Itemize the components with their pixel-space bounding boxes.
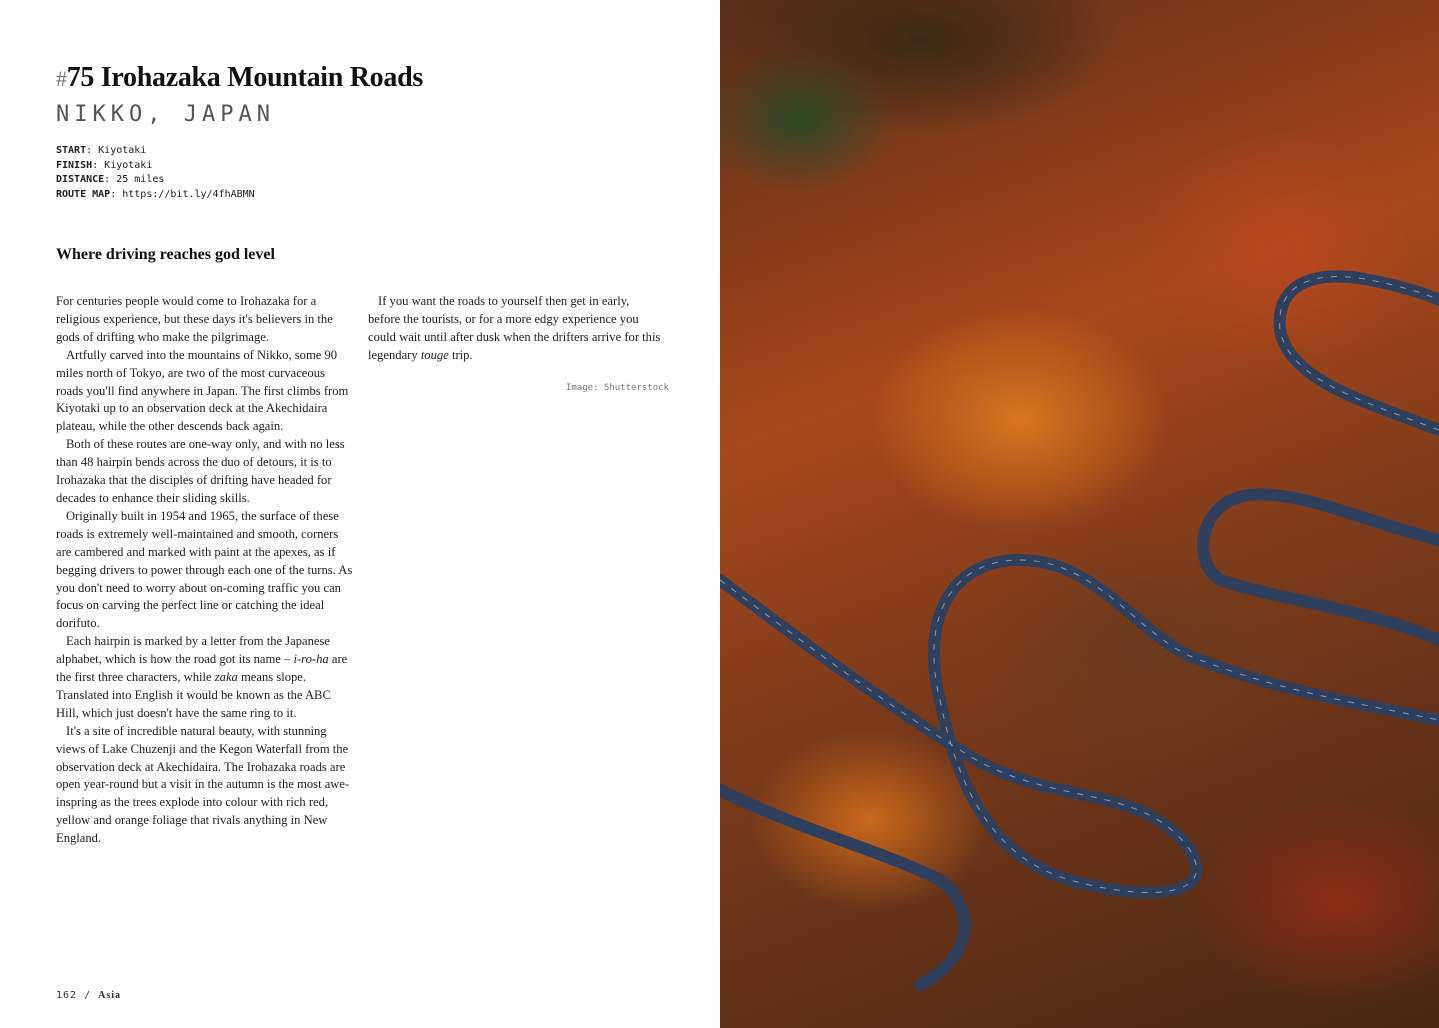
roads <box>720 277 1439 985</box>
meta-value: Kiyotaki <box>104 159 153 171</box>
italic-text: zaka <box>214 670 238 685</box>
meta-finish: FINISH: Kiyotaki <box>56 159 153 171</box>
italic-text: touge <box>420 347 449 362</box>
page-title <box>56 62 423 94</box>
road-middle <box>1203 494 1439 640</box>
meta-label: DISTANCE <box>56 174 105 185</box>
meta-label: START <box>56 145 87 156</box>
route-map-link[interactable]: https://bit.ly/4fhABMN <box>122 188 255 200</box>
page-number: 162 <box>56 990 78 1001</box>
body-column-2 <box>368 293 664 365</box>
paragraph: It's a site of incredible natural beauty, with stunning views of Lake Chuzenji and the Kegon Waterfall from the observation deck at Akechidaira. The Irohazaka roads are open year-round but a visit in the autumn is the most awe-inspring as the trees explode into colour with rich red, yellow and orange foliage that rivals anything in New England. <box>56 723 350 846</box>
separator: / <box>84 990 92 1001</box>
paragraph <box>368 293 664 365</box>
meta-distance: DISTANCE: 25 miles <box>56 174 165 185</box>
paragraph: Originally built in 1954 and 1965, the surface of these roads is extremely well-maintained and smooth, corners are cambered and marked with paint at the apexes, as if begging drivers to power through each one of the turns. As you don't need to worry about on-coming traffic you can focus on carving the perfect line or catching the ideal dorifuto. <box>56 508 353 631</box>
paragraph: Artfully carved into the mountains of Nikko, some 90 miles north of Tokyo, are two of the most curvaceous roads you'll find anywhere in Japan. The first climbs from Kiyotaki up to an observation deck at the Akechidaira plateau, while the other descends back again. <box>56 347 349 434</box>
meta-value: Kiyotaki <box>98 145 147 156</box>
meta-route-map: ROUTE MAP: https://bit.ly/4fhABMN <box>56 188 255 200</box>
title-hash: # <box>56 66 67 91</box>
text: Each hairpin is marked by a letter from the Japanese alphabet, which is how the road got its name – <box>56 634 331 667</box>
aerial-photo-winding-roads <box>720 0 1439 1028</box>
italic-text: i-ro-ha <box>293 652 329 667</box>
subtitle: Where driving reaches god level <box>56 246 275 263</box>
title-name: Irohazaka Mountain Roads <box>100 62 423 93</box>
location: NIKKO, JAPAN <box>56 102 275 127</box>
meta-label: FINISH <box>56 159 93 171</box>
road-illustration <box>720 0 1439 1028</box>
meta-value: 25 miles <box>116 174 165 185</box>
paragraph <box>56 633 354 723</box>
text: trip. <box>448 347 473 362</box>
road-bottom <box>720 790 965 985</box>
body-column-1 <box>56 293 354 848</box>
meta-start: START: Kiyotaki <box>56 145 147 156</box>
text: If you want the roads to yourself then get in early, before the tourists, or for a more edgy experience you could wait until after dusk when the drifters arrive for this legendary <box>368 294 661 362</box>
title-number: 75 <box>66 62 95 93</box>
text: are the first three characters, while <box>56 652 348 685</box>
page-footer <box>56 990 121 1001</box>
section-name: Asia <box>98 990 122 1001</box>
meta-label: ROUTE MAP <box>56 188 111 200</box>
paragraph: For centuries people would come to Irohazaka for a religious experience, but these days it's believers in the gods of drifting who make the pilgrimage. <box>56 294 333 344</box>
text: means slope. Translated into English it would be known as the ABC Hill, which just doesn't have the same ring to it. <box>56 670 331 720</box>
road-upper <box>1280 277 1439 430</box>
route-meta <box>56 144 255 202</box>
image-credit: Image: Shutterstock <box>566 383 669 393</box>
paragraph: Both of these routes are one-way only, and with no less than 48 hairpin bends across the duo of detours, it is to Irohazaka that the disciples of drifting have headed for decades to enhance their sliding skills. <box>56 437 345 505</box>
